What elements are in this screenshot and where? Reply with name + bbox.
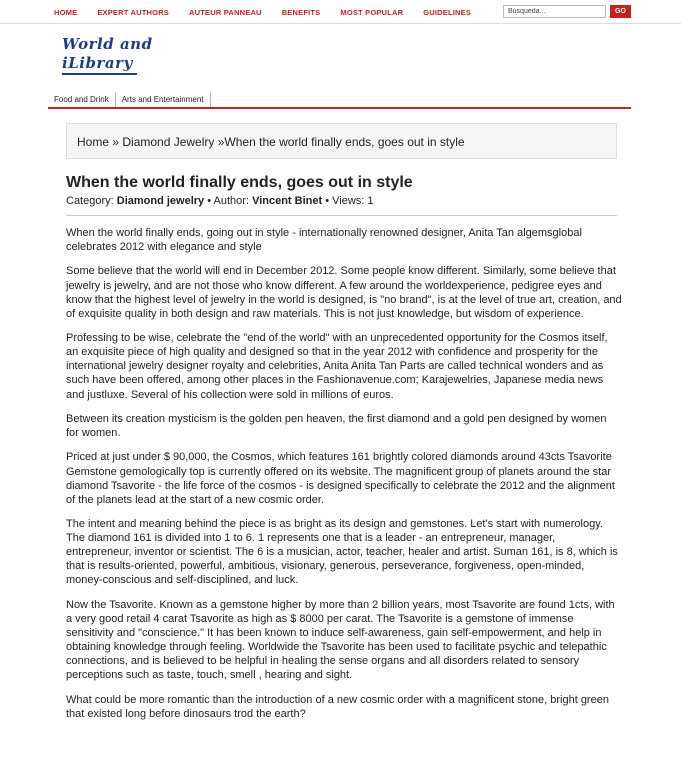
nav-link-guidelines[interactable]: GUIDELINES <box>423 8 472 17</box>
search-form <box>503 5 631 19</box>
meta-category-link[interactable]: Diamond jewelry <box>116 195 205 207</box>
article-paragraph: Priced at just under $ 90,000, the Cosmos, which features 161 brightly colored diamonds around 43cts Tsavorite Gemstone gemologically top is currently offered on its website. The magnificent group of planets around the star diamond Tsavorite - the life force of the cosmos - is designed specifically to celebrate the 2012 and the alignment of the planets lead at the start of a new cosmic order. <box>66 451 615 506</box>
article-paragraph: Some believe that the world will end in December 2012. Some people know different. Similarly, some believe that jewelry is jewelry, and are not those who know different. A few around the worldexperience, pedigree eyes and know that the highest level of jewelry in the world is designed, is "no brand", is at the level of true art, creation, and of exquisite quality in both design and raw materials. This is not just knowledge, but wisdom of experience. <box>66 265 622 320</box>
nav-link-expert-authors[interactable]: EXPERT AUTHORS <box>97 8 170 17</box>
search-go-button[interactable]: GO <box>610 5 631 18</box>
breadcrumb-home[interactable]: Home <box>77 135 110 149</box>
article-body <box>66 226 622 731</box>
breadcrumb-current: When the world finally ends, goes out in style <box>224 135 465 149</box>
article-paragraph: Now the Tsavorite. Known as a gemstone higher by more than 2 billion years, most Tsavorite are found 1cts, with a very good retail 4 carat Tsavorite as high as $ 8000 per carat. The Tsavorite is a gemstone of immense sensitivity and "conscience." It has been known to induce self-awareness, gain self-empowerment, and help in obtaining knowledge through feeling. Worldwide the Tsavorite has been used to facilitate psychic and telepathic connections, and is believed to be helpful in healing the sense organs and all disorders related to sensory perceptions such as taste, touch, smell , hearing and sight. <box>66 598 615 682</box>
top-nav-links <box>54 8 491 17</box>
title-divider <box>66 215 617 216</box>
breadcrumb <box>66 123 617 159</box>
article-meta <box>66 195 626 207</box>
site-logo[interactable] <box>62 35 182 77</box>
meta-views: • Views: 1 <box>322 195 374 207</box>
breadcrumb-separator: » <box>109 135 123 149</box>
category-food-and-drink[interactable]: Food and Drink <box>48 92 116 107</box>
article-paragraph: The intent and meaning behind the piece is as bright as its design and gemstones. Let's start with numerology. The diamond 161 is divided into 1 to 6. 1 represents one that is a leader - an entrepreneur, manager, entrepreneur, inventor or scientist. The 6 is a musician, actor, teacher, healer and artist. Suman 161, is 8, which is that is results-oriented, powerful, ambitious, visionary, generous, perseverance, forgiveness, open-minded, money-conscious and self-disciplined, and luck. <box>66 518 618 587</box>
article-paragraph: Between its creation mysticism is the golden pen heaven, the first diamond and a gold pen designed by women for women. <box>66 412 607 440</box>
nav-link-benefits[interactable]: BENEFITS <box>281 8 321 17</box>
breadcrumb-category[interactable]: Diamond Jewelry <box>122 135 215 149</box>
nav-link-most-popular[interactable]: MOST POPULAR <box>340 8 404 17</box>
logo-line-1: World and <box>62 35 153 53</box>
search-input[interactable] <box>503 5 606 18</box>
meta-author-link[interactable]: Vincent Binet <box>252 195 323 207</box>
meta-category-prefix: Category: <box>66 195 117 207</box>
article-title: When the world finally ends, goes out in style <box>66 174 413 191</box>
meta-author-prefix: • Author: <box>204 195 253 207</box>
breadcrumb-separator: » <box>214 135 225 149</box>
article-paragraph: When the world finally ends, going out in style - internationally renowned designer, Anita Tan algemsglobal celebrates 2012 with elegance and style <box>66 227 582 254</box>
top-navigation <box>0 0 681 24</box>
nav-link-home[interactable]: HOME <box>54 8 78 17</box>
logo-line-2: iLibrary <box>62 54 137 75</box>
category-navigation <box>48 92 631 109</box>
article-paragraph: What could be more romantic than the introduction of a new cosmic order with a magnificent stone, bright green that existed long before dinosaurs trod the earth? <box>66 693 609 720</box>
nav-link-auteur-panneau[interactable]: AUTEUR PANNEAU <box>189 8 262 17</box>
article-paragraph: Professing to be wise, celebrate the "end of the world" with an unprecedented opportunity for the Cosmos itself, an exquisite piece of high quality and designed so that in the year 2012 with confidence and prosperity for the international jewelry designer royalty and celebrities, Anita Anita Tan Parts are called technical wonders and as such have been offered, among other places in the Fashionavenue.com; Karajewelries, Japanese media news and justluxe. Several of his collection were sold in millions of euros. <box>66 332 608 401</box>
category-arts-and-entertainment[interactable]: Arts and Entertainment <box>116 92 211 107</box>
